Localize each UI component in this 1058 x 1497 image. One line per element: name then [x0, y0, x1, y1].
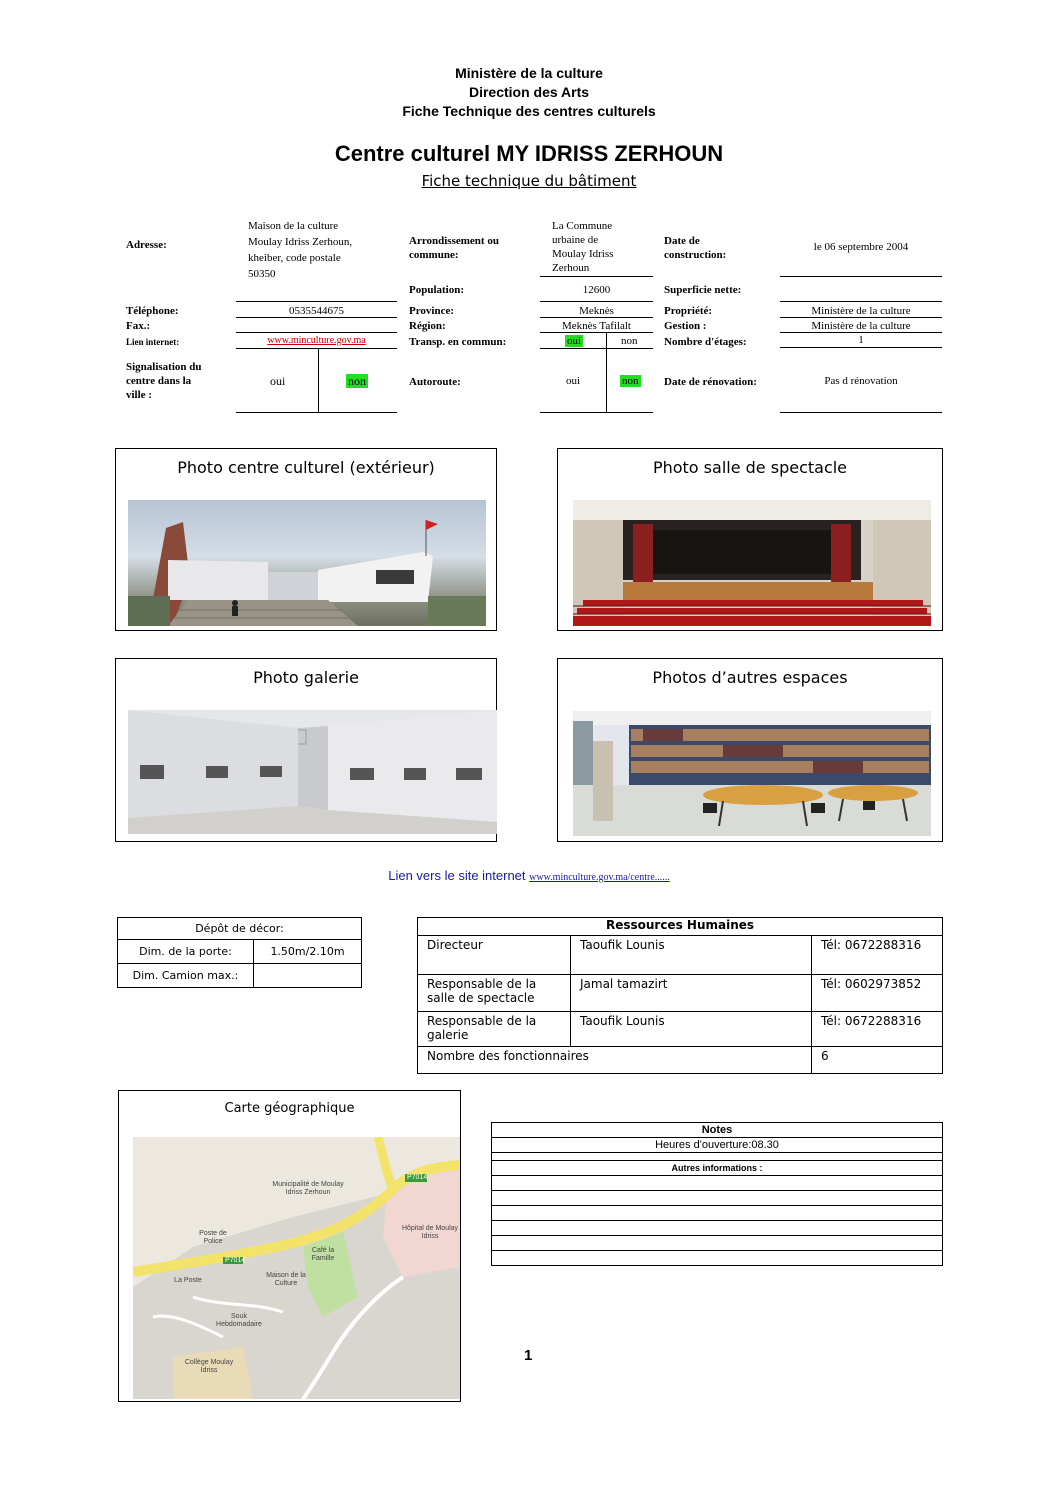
site-link-line: [0, 868, 1058, 883]
transport-oui: oui: [567, 335, 582, 347]
table-row: [418, 1012, 943, 1047]
exterior-photo: [128, 500, 486, 626]
map-label-road: P7014: [407, 1174, 428, 1181]
direction-line: Direction des Arts: [468, 84, 590, 100]
arrondissement-label: Arrondissement ou commune:: [409, 235, 499, 261]
map-caption: Carte géographique: [224, 1101, 355, 1116]
etages-label: Nombre d'étages:: [664, 336, 747, 348]
depot-title: Dépôt de décor:: [118, 918, 362, 940]
date-construction-value: le 06 septembre 2004: [813, 241, 909, 253]
gestion-value: Ministère de la culture: [811, 320, 911, 332]
page-subtitle: Fiche technique du bâtiment: [421, 172, 637, 190]
camion-value: [254, 964, 362, 988]
site-link-text: Lien vers le site internet: [388, 868, 526, 883]
gestion-label: Gestion :: [664, 320, 707, 332]
map-label-poste-police: Poste de Police: [199, 1230, 227, 1245]
telephone-label: Téléphone:: [126, 305, 179, 317]
table-row: [418, 975, 943, 1012]
propriete-value: Ministère de la culture: [811, 305, 911, 317]
map-label-cafe: Café la Famille: [311, 1247, 335, 1262]
signalisation-non: non: [348, 374, 366, 388]
photo-salle-box: [557, 448, 943, 631]
population-value: 12600: [582, 284, 611, 296]
photo-galerie-caption: Photo galerie: [253, 668, 359, 687]
photo-exterieur-box: [115, 448, 497, 631]
signalisation-oui: oui: [270, 374, 286, 388]
galerie-photo: [128, 710, 497, 834]
rh-count-value: 6: [812, 1047, 943, 1074]
rh-count-label: Nombre des fonctionnaires: [418, 1047, 812, 1074]
renovation-value: Pas d rénovation: [824, 375, 898, 387]
telephone-value: 0535544675: [289, 305, 344, 317]
rh-role: Responsable de la salle de spectacle: [418, 975, 571, 1012]
map-label-college: Collège Moulay Idriss: [184, 1359, 234, 1374]
library-image: [573, 711, 931, 836]
photo-autres-caption: Photos d’autres espaces: [652, 668, 848, 687]
notes-title: Notes: [492, 1123, 943, 1138]
map-box: [118, 1090, 461, 1402]
photo-salle-caption: Photo salle de spectacle: [652, 458, 848, 477]
map-label-maison: Maison de la Culture: [266, 1272, 306, 1287]
rh-role: Directeur: [418, 936, 571, 975]
region-label: Région:: [409, 320, 446, 332]
rh-title: Ressources Humaines: [418, 918, 943, 936]
rh-role: Responsable de la galerie: [418, 1012, 571, 1047]
rh-name: Jamal tamazirt: [571, 975, 812, 1012]
photo-autres-box: [557, 658, 943, 842]
signalisation-label: Signalisation du centre dans la ville :: [126, 361, 202, 401]
map-label-road-2: P7014: [225, 1257, 246, 1264]
rh-name: Taoufik Lounis: [571, 1012, 812, 1047]
autoroute-oui: oui: [566, 375, 581, 387]
rh-tel: Tél: 0672288316: [812, 1012, 943, 1047]
population-label: Population:: [409, 284, 465, 296]
notes-heures: Heures d'ouverture:08.30: [492, 1138, 943, 1153]
map-label-souk: Souk Hebdomadaire: [216, 1313, 262, 1328]
lien-internet-value[interactable]: www.minculture.gov.ma: [267, 335, 366, 346]
rh-tel: Tél: 0672288316: [812, 936, 943, 975]
date-construction-label: Date de construction:: [664, 235, 727, 261]
camion-label: Dim. Camion max.:: [118, 964, 254, 988]
map-label-municipalite: Municipalité de Moulay Idriss Zerhoun: [272, 1181, 344, 1196]
auditorium-image: [573, 500, 931, 626]
porte-value: 1.50m/2.10m: [254, 940, 362, 964]
arrondissement-value: La Commune urbaine de Moulay Idriss Zerhoun: [552, 220, 614, 274]
rh-name: Taoufik Lounis: [571, 936, 812, 975]
fiche-line: Fiche Technique des centres culturels: [402, 103, 656, 119]
transport-non: non: [621, 335, 638, 347]
region-value: Meknès Tafilalt: [562, 320, 631, 332]
map-label-la-poste: La Poste: [174, 1277, 202, 1284]
renovation-label: Date de rénovation:: [664, 376, 757, 388]
map-label-hopital: Hôpital de Moulay Idriss: [401, 1225, 459, 1240]
autoroute-non: non: [622, 375, 639, 387]
photo-galerie-box: [115, 658, 497, 842]
map-image[interactable]: [133, 1137, 460, 1399]
page-number: 1: [524, 1347, 533, 1364]
ministry-line: Ministère de la culture: [455, 65, 603, 81]
autoroute-label: Autoroute:: [409, 376, 461, 388]
gallery-image: [128, 710, 497, 834]
depot-table: [117, 917, 362, 988]
notes-table: [491, 1122, 943, 1266]
superficie-label: Superficie nette:: [664, 284, 742, 296]
province-label: Province:: [409, 305, 455, 317]
etages-value: 1: [858, 334, 864, 346]
autres-photo: [573, 711, 931, 836]
table-row: [418, 936, 943, 975]
fax-label: Fax.:: [126, 320, 151, 332]
exterior-building-image: [128, 500, 486, 626]
adresse-label: Adresse:: [126, 239, 167, 251]
page-title: Centre culturel MY IDRISS ZERHOUN: [334, 141, 724, 166]
notes-autres: Autres informations :: [492, 1161, 943, 1176]
lien-internet-label: Lien internet:: [126, 337, 180, 347]
rh-tel: Tél: 0602973852: [812, 975, 943, 1012]
adresse-value: Maison de la culture Moulay Idriss Zerhoun, kheiber, code postale 50350: [248, 220, 353, 280]
site-link-url[interactable]: www.minculture.gov.ma/centre......: [529, 872, 670, 883]
photo-exterieur-caption: Photo centre culturel (extérieur): [177, 458, 435, 477]
propriete-label: Propriété:: [664, 305, 713, 317]
table-row: [418, 1047, 943, 1074]
porte-label: Dim. de la porte:: [118, 940, 254, 964]
rh-table: [417, 917, 943, 1074]
salle-photo: [573, 500, 931, 626]
transport-label: Transp. en commun:: [409, 336, 507, 348]
province-value: Meknès: [579, 305, 614, 317]
